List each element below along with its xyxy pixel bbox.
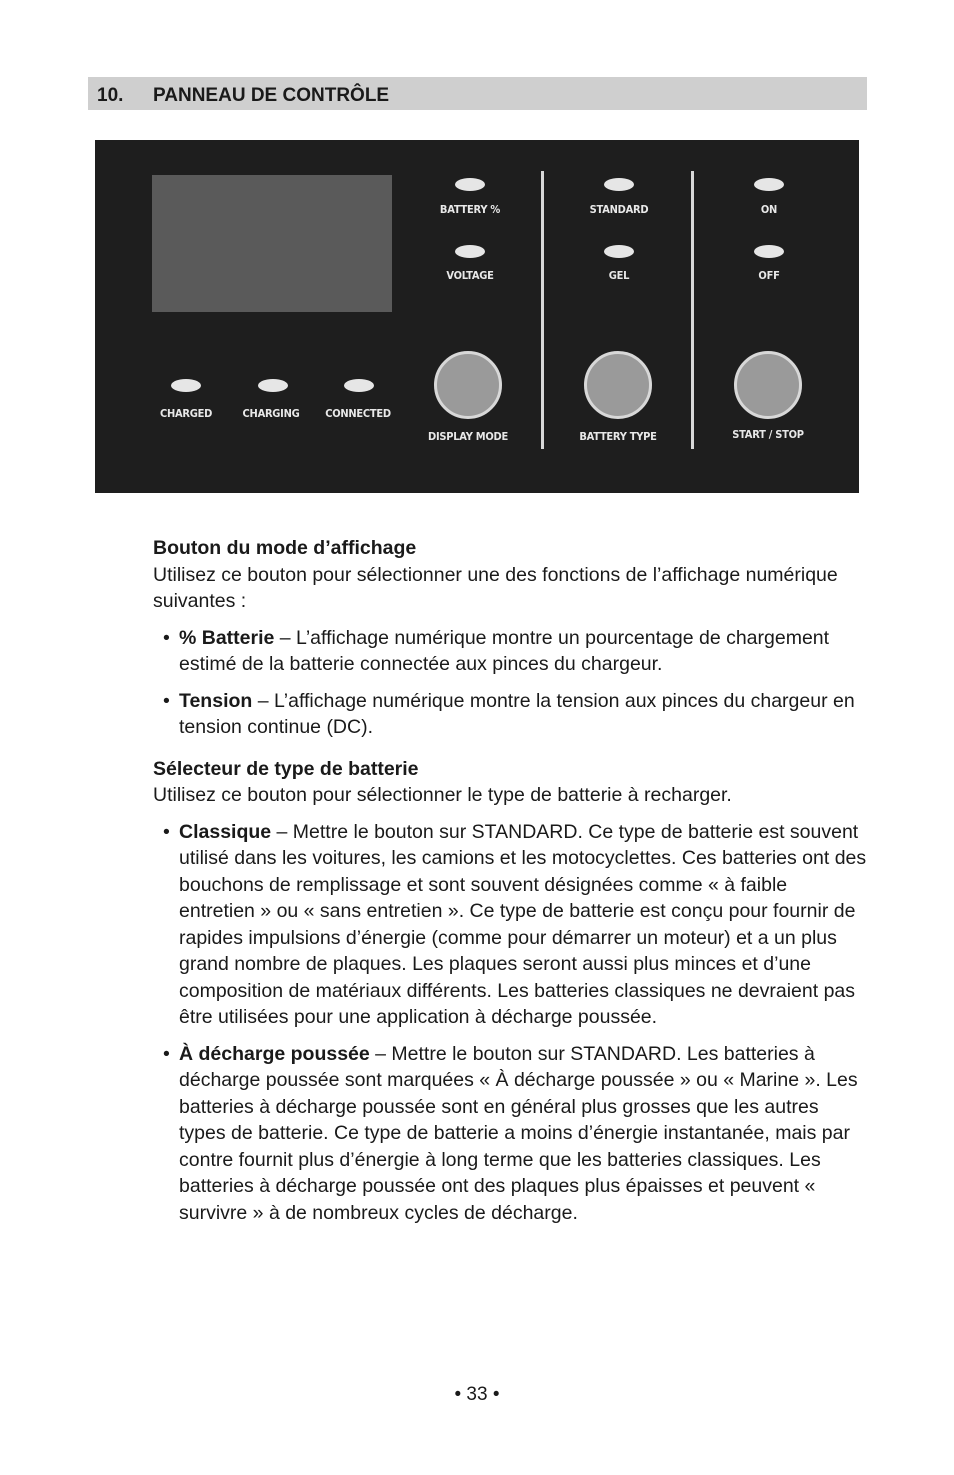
connected-label: CONNECTED [325,407,391,420]
off-label: OFF [758,269,780,282]
control-panel-illustration [95,140,859,493]
battery-type-heading: Sélecteur de type de batterie [153,757,419,780]
battery-type-knob [584,351,652,419]
list-item-text: – Mettre le bouton sur STANDARD. Les batteries à décharge poussée sont marquées « À décharge poussée » ou « Marine ». Les batteries à décharge poussée sont en général plus grosses que les autres types de batterie. Ce type de batterie a moins d’énergie instantanée, mais par contre fournit plus d’énergie à long terme que les batteries classiques. Les batteries à décharge poussée ont des plaques plus épaisses et peuvent « survivre » à de nombreux cycles de décharge. [179,1042,858,1224]
standard-led [604,178,634,191]
list-item-term: % Batterie [179,626,275,649]
list-item-text: – Mettre le bouton sur STANDARD. Ce type de batterie est souvent utilisé dans les voitures, les camions et les motocyclettes. Ces batteries ont des bouchons de remplissage et sont souvent désignées comme « à faible entretien » ou « sans entretien ». Ce type de batterie est conçu pour fournir de rapides impulsions d’énergie (comme pour démarrer un moteur) et a un plus grand nombre de plaques. Les plaques seront aussi plus minces et d’une composition de matériaux différents. Les batteries classiques ne devraient pas être utilisées pour une application à décharge poussée. [179,820,867,1028]
on-label: ON [760,203,778,216]
list-item: • À décharge poussée – Mettre le bouton sur STANDARD. Les batteries à décharge poussée sont marquées « À décharge poussée » ou « Marine ». Les batteries à décharge poussée sont en général plus grosses que les autres types de batterie. Ce type de batterie a moins d’énergie instantanée, mais par contre fournit plus d’énergie à long terme que les batteries classiques. Les batteries à décharge poussée ont des plaques plus épaisses et peuvent « survivre » à de nombreux cycles de décharge. [163,1042,858,1224]
list-item: • % Batterie – L’affichage numérique montre un pourcentage de chargement estimé de la batterie connectée aux pinces du chargeur. [163,626,830,675]
on-led [754,178,784,191]
display-mode-label: DISPLAY MODE [428,430,508,443]
section-title: PANNEAU DE CONTRÔLE [153,85,390,106]
charged-led [171,379,201,392]
voltage-label: VOLTAGE [446,269,494,282]
digital-display [152,175,392,312]
connected-led [344,379,374,392]
display-mode-knob [434,351,502,419]
standard-label: STANDARD [589,203,649,216]
charged-label: CHARGED [159,407,213,420]
gel-led [604,245,634,258]
battery-percent-led [455,178,485,191]
gel-label: GEL [608,269,630,282]
list-item-text: – L’affichage numérique montre un pourcentage de chargement estimé de la batterie connectée aux pinces du chargeur. [179,626,830,675]
list-item: • Classique – Mettre le bouton sur STANDARD. Ce type de batterie est souvent utilisé dans les voitures, les camions et les motocyclettes. Ces batteries ont des bouchons de remplissage et sont souvent désignées comme « à faible entretien » ou « sans entretien ». Ce type de batterie est conçu pour fournir de rapides impulsions d’énergie (comme pour démarrer un moteur) et a un plus grand nombre de plaques. Les plaques seront aussi plus minces et d’une composition de matériaux différents. Les batteries classiques ne devraient pas être utilisées pour une application à décharge poussée. [163,820,867,1028]
list-item: • Tension – L’affichage numérique montre la tension aux pinces du chargeur en tension continue (DC). [163,689,855,738]
voltage-led [455,245,485,258]
page-number: • 33 • [454,1384,500,1405]
list-item-term: Tension [179,689,253,712]
body-text [153,535,868,1226]
list-item-text: – L’affichage numérique montre la tension aux pinces du chargeur en tension continue (DC). [179,689,855,738]
battery-type-intro: Utilisez ce bouton pour sélectionner le type de batterie à recharger. [153,784,732,806]
charging-led [258,379,288,392]
list-item-term: À décharge poussée [179,1042,370,1065]
section-number: 10. [97,85,124,106]
panel-divider [691,171,694,449]
section-header [88,77,867,110]
display-mode-intro: Utilisez ce bouton pour sélectionner une des fonctions de l’affichage numérique suivantes : [153,563,838,612]
start-stop-label: START / STOP [732,428,804,441]
off-led [754,245,784,258]
panel-divider [541,171,544,449]
charging-label: CHARGING [242,407,300,420]
battery-type-label: BATTERY TYPE [579,430,657,443]
list-item-term: Classique [179,820,272,843]
start-stop-knob [734,351,802,419]
display-mode-heading: Bouton du mode d’affichage [153,537,417,559]
battery-percent-label: BATTERY % [439,203,501,216]
